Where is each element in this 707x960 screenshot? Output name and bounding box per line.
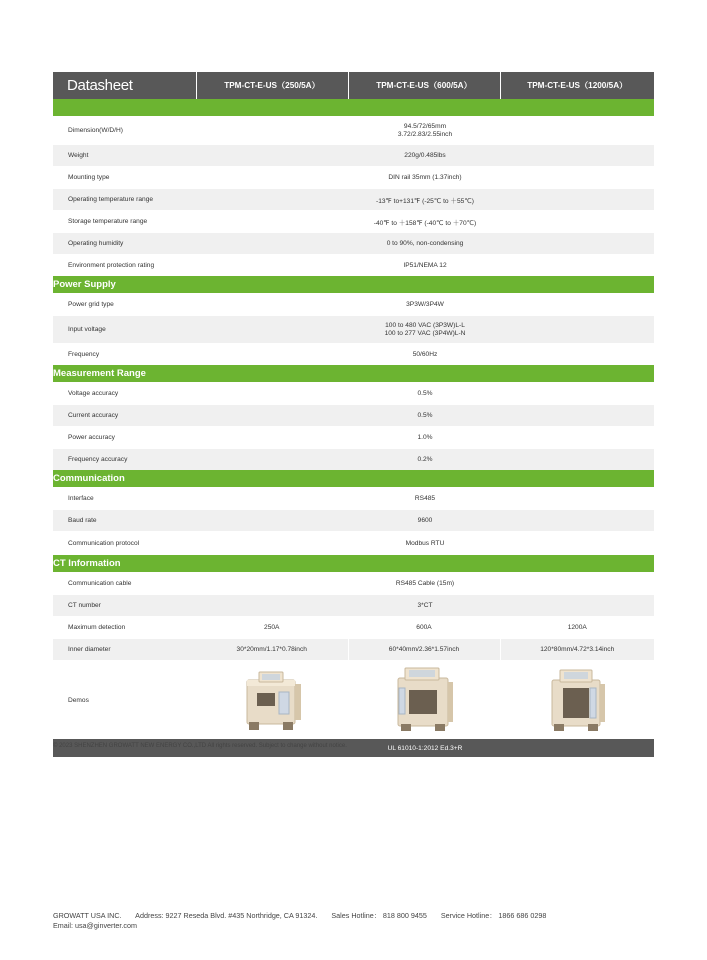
row-comm-cable bbox=[53, 573, 654, 595]
row-label: Inner diameter bbox=[53, 639, 196, 661]
row-label: Frequency bbox=[53, 344, 196, 366]
inner-diameter-600: 60*40mm/2.36*1.57inch bbox=[348, 639, 500, 661]
row-value: 0 to 90%, non-condensing bbox=[196, 233, 654, 255]
model-250: TPM-CT-E-US（250/5A） bbox=[196, 72, 348, 99]
row-value: 9600 bbox=[196, 510, 654, 532]
row-protection bbox=[53, 255, 654, 277]
row-value: RS485 bbox=[196, 488, 654, 510]
row-baud-rate bbox=[53, 510, 654, 532]
row-frequency-accuracy bbox=[53, 449, 654, 471]
ct-sensor-icon bbox=[241, 666, 303, 732]
row-value: 0.5% bbox=[196, 383, 654, 405]
ct-sensor-icon bbox=[546, 666, 608, 732]
company-name: GROWATT USA INC. bbox=[53, 911, 122, 920]
row-value: -13℉ to+131℉ (-25℃ to ＋55℃) bbox=[196, 189, 654, 211]
datasheet-title: Datasheet bbox=[53, 72, 196, 99]
row-value: IP51/NEMA 12 bbox=[196, 255, 654, 277]
green-divider bbox=[53, 99, 654, 117]
inner-diameter-1200: 120*80mm/4.72*3.14inch bbox=[500, 639, 654, 661]
row-label: Demos bbox=[53, 661, 196, 740]
row-value: -40℉ to ＋158℉ (-40℃ to ＋70℃) bbox=[196, 211, 654, 233]
row-value: 3*CT bbox=[196, 595, 654, 617]
row-label: Frequency accuracy bbox=[53, 449, 196, 471]
section-power-supply bbox=[53, 276, 654, 294]
section-ct-information bbox=[53, 555, 654, 573]
row-weight bbox=[53, 145, 654, 167]
row-label: Dimension(W/D/H) bbox=[53, 117, 196, 145]
row-value: 1.0% bbox=[196, 427, 654, 449]
row-label: Environment protection rating bbox=[53, 255, 196, 277]
row-demos bbox=[53, 661, 654, 740]
row-current-accuracy bbox=[53, 405, 654, 427]
model-1200: TPM-CT-E-US（1200/5A） bbox=[500, 72, 654, 99]
ct-sensor-icon bbox=[393, 666, 455, 732]
row-protocol bbox=[53, 532, 654, 556]
row-value: DIN rail 35mm (1.37inch) bbox=[196, 167, 654, 189]
row-label: Communication protocol bbox=[53, 532, 196, 556]
copyright-notice: © 2023 SHENZHEN GROWATT NEW ENERGY CO.,LTD All rights reserved. Subject to change without notice. bbox=[53, 743, 347, 749]
row-operating-temp bbox=[53, 189, 654, 211]
contact-footer bbox=[53, 911, 546, 931]
row-interface bbox=[53, 488, 654, 510]
row-value: RS485 Cable (15m) bbox=[196, 573, 654, 595]
sales-hotline: Sales Hotline： 818 800 9455 bbox=[331, 911, 427, 920]
row-label: Maximum detection bbox=[53, 617, 196, 639]
section-title: Communication bbox=[53, 470, 654, 488]
row-label: Operating humidity bbox=[53, 233, 196, 255]
row-label: Interface bbox=[53, 488, 196, 510]
row-label: Operating temperature range bbox=[53, 189, 196, 211]
header-row bbox=[53, 72, 654, 99]
row-value: 0.5% bbox=[196, 405, 654, 427]
row-label: Input voltage bbox=[53, 316, 196, 344]
max-detection-250: 250A bbox=[196, 617, 348, 639]
row-grid-type bbox=[53, 294, 654, 316]
row-input-voltage bbox=[53, 316, 654, 344]
datasheet-table bbox=[53, 72, 654, 757]
spec-table bbox=[53, 72, 654, 757]
row-label: Power accuracy bbox=[53, 427, 196, 449]
row-label: Storage temperature range bbox=[53, 211, 196, 233]
row-label: Baud rate bbox=[53, 510, 196, 532]
row-label: Power grid type bbox=[53, 294, 196, 316]
section-title: Measurement Range bbox=[53, 365, 654, 383]
section-communication bbox=[53, 470, 654, 488]
row-frequency bbox=[53, 344, 654, 366]
row-mounting bbox=[53, 167, 654, 189]
demo-image-250 bbox=[196, 661, 348, 740]
row-storage-temp bbox=[53, 211, 654, 233]
row-max-detection bbox=[53, 617, 654, 639]
max-detection-1200: 1200A bbox=[500, 617, 654, 639]
row-dimension bbox=[53, 117, 654, 145]
row-value: Modbus RTU bbox=[196, 532, 654, 556]
section-measurement-range bbox=[53, 365, 654, 383]
inner-diameter-250: 30*20mm/1.17*0.78inch bbox=[196, 639, 348, 661]
row-label: Voltage accuracy bbox=[53, 383, 196, 405]
contact-email: Email: usa@ginverter.com bbox=[53, 921, 137, 930]
row-label: Communication cable bbox=[53, 573, 196, 595]
certification-text: UL 61010-1:2012 Ed.3+R bbox=[196, 739, 654, 757]
demo-image-1200 bbox=[500, 661, 654, 740]
row-value: 3P3W/3P4W bbox=[196, 294, 654, 316]
row-power-accuracy bbox=[53, 427, 654, 449]
row-value: 100 to 480 VAC (3P3W)L-L 100 to 277 VAC (3P4W)L-N bbox=[196, 316, 654, 344]
section-title: CT Information bbox=[53, 555, 654, 573]
row-value: 94.5/72/65mm 3.72/2.83/2.55inch bbox=[196, 117, 654, 145]
row-label: Weight bbox=[53, 145, 196, 167]
row-ct-number bbox=[53, 595, 654, 617]
row-voltage-accuracy bbox=[53, 383, 654, 405]
row-label: Mounting type bbox=[53, 167, 196, 189]
row-label: Current accuracy bbox=[53, 405, 196, 427]
row-inner-diameter bbox=[53, 639, 654, 661]
company-address: Address: 9227 Reseda Blvd. #435 Northridge, CA 91324. bbox=[135, 911, 318, 920]
row-humidity bbox=[53, 233, 654, 255]
row-label: CT number bbox=[53, 595, 196, 617]
section-title: Power Supply bbox=[53, 276, 654, 294]
max-detection-600: 600A bbox=[348, 617, 500, 639]
model-600: TPM-CT-E-US（600/5A） bbox=[348, 72, 500, 99]
row-value: 50/60Hz bbox=[196, 344, 654, 366]
service-hotline: Service Hotline： 1866 686 0298 bbox=[440, 911, 547, 920]
row-value: 220g/0.485lbs bbox=[196, 145, 654, 167]
demo-image-600 bbox=[348, 661, 500, 740]
row-value: 0.2% bbox=[196, 449, 654, 471]
